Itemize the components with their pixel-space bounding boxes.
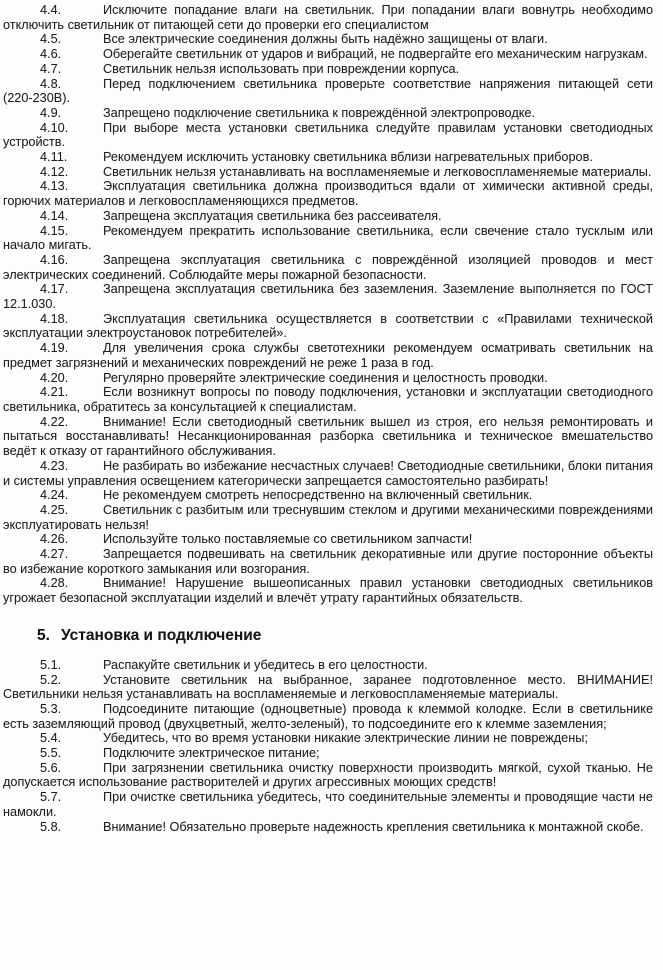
- clause-5-2: [3, 673, 653, 702]
- clause-text: Запрещена эксплуатация светильника без заземления. Заземление выполняется по ГОСТ 12.1.030.: [3, 282, 653, 312]
- clause-number: 4.17.: [40, 282, 69, 297]
- clause-4-15: [3, 224, 653, 253]
- clause-number: 4.6.: [40, 47, 62, 62]
- clause-text: Для увеличения срока службы светотехники рекомендуем осматривать светильник на предмет загрязнений и механических повреждений не реже 1 раза в год.: [3, 341, 653, 370]
- clause-4-20: [3, 371, 653, 386]
- clause-number: 4.10.: [40, 120, 69, 135]
- clause-text: Убедитесь, что во время установки никакие электрические линии не повреждены;: [103, 731, 588, 746]
- clause-number: 4.20.: [40, 370, 69, 385]
- clause-5-6: [3, 761, 653, 790]
- clause-number: 4.13.: [40, 179, 69, 194]
- clause-4-27: [3, 547, 653, 576]
- clause-4-12: [3, 165, 653, 180]
- clause-number: 5.4.: [40, 731, 62, 746]
- clause-text: Перед подключением светильника проверьте соответствие напряжения питающей сети (220-230В).: [3, 76, 653, 106]
- clause-text: Оберегайте светильник от ударов и вибраций, не подвергайте его механическим нагрузкам.: [103, 47, 648, 62]
- clause-4-17: [3, 282, 653, 311]
- clause-text: Запрещается подвешивать на светильник декоративные или другие посторонние объекты во избежание короткого замыкания или возгорания.: [3, 547, 653, 576]
- section-5-heading: [3, 626, 653, 646]
- clause-4-22: [3, 415, 653, 459]
- clause-4-14: [3, 209, 653, 224]
- clause-text: Рекомендуем прекратить использование светильника, если свечение стало тусклым или начало мигать.: [3, 223, 653, 253]
- clause-4-21: [3, 385, 653, 414]
- clause-5-3: [3, 702, 653, 731]
- clause-4-24: [3, 488, 653, 503]
- clause-number: 4.15.: [40, 223, 69, 238]
- clause-text: Все электрические соединения должны быть надёжно защищены от влаги.: [103, 32, 548, 47]
- clause-number: 4.21.: [40, 385, 69, 400]
- clause-text: Внимание! Нарушение вышеописанных правил установки светодиодных светильников угрожает безопасной эксплуатации изделий и влечёт утрату гарантийных обязательств.: [3, 576, 653, 606]
- clause-5-7: [3, 790, 653, 819]
- clause-number: 5.2.: [40, 672, 62, 687]
- clause-4-18: [3, 312, 653, 341]
- clause-number: 4.25.: [40, 502, 69, 517]
- section-number: 5.: [37, 626, 50, 644]
- clause-text: Внимание! Обязательно проверьте надежность крепления светильника к монтажной скобе.: [103, 819, 644, 834]
- clause-4-10: [3, 121, 653, 150]
- clause-number: 4.11.: [40, 150, 68, 165]
- clause-text: Распакуйте светильник и убедитесь в его целостности.: [103, 657, 428, 672]
- clause-number: 5.8.: [40, 819, 62, 834]
- clause-number: 4.5.: [40, 32, 62, 47]
- clause-4-23: [3, 459, 653, 488]
- clause-number: 5.5.: [40, 746, 62, 761]
- clause-text: Используйте только поставляемые со светильником запчасти!: [103, 532, 473, 547]
- clause-text: Не рекомендуем смотреть непосредственно на включенный светильник.: [103, 488, 533, 503]
- clause-text: Внимание! Если светодиодный светильник вышел из строя, его нельзя ремонтировать и пытаться восстанавливать! Несанкционированная разборка светильника и техническое вмешательство ведёт к отказу от гарантийного обслуживания.: [3, 414, 653, 459]
- clause-number: 4.16.: [40, 252, 69, 267]
- clause-4-16: [3, 253, 653, 282]
- clause-5-4: [3, 731, 653, 746]
- clause-4-26: [3, 532, 653, 547]
- clause-number: 4.18.: [40, 311, 69, 326]
- section-4-clauses: [3, 3, 653, 606]
- clause-4-8: [3, 77, 653, 106]
- clause-text: При очистке светильника убедитесь, что соединительные элементы и проводящие части не намокли.: [3, 790, 653, 819]
- clause-text: Если возникнут вопросы по поводу подключения, установки и эксплуатации светодиодного светильника, обратитесь за консультацией к специалистам.: [3, 385, 653, 414]
- clause-text: При выборе места установки светильника следуйте правилам установки светодиодных устройств.: [3, 120, 653, 150]
- clause-text: Эксплуатация светильника должна производиться вдали от химически активной среды, горючих материалов и легковоспламеняющихся предметов.: [3, 179, 653, 209]
- clause-number: 4.24.: [40, 488, 69, 503]
- clause-4-7: [3, 62, 653, 77]
- clause-4-9: [3, 106, 653, 121]
- clause-number: 5.7.: [40, 790, 62, 805]
- clause-text: Светильник нельзя устанавливать на воспламеняемые и легковоспламеняемые материалы.: [103, 164, 652, 179]
- clause-text: При загрязнении светильника очистку поверхности производить мягкой, сухой тканью. Не допускается использование растворителей и других агрессивных моющих средств!: [3, 760, 653, 790]
- clause-number: 4.8.: [40, 76, 62, 91]
- clause-number: 5.6.: [40, 760, 62, 775]
- clause-5-1: [3, 658, 653, 673]
- clause-text: Светильник нельзя использовать при повреждении корпуса.: [103, 61, 460, 76]
- clause-number: 5.3.: [40, 701, 62, 716]
- clause-5-5: [3, 746, 653, 761]
- section-title: Установка и подключение: [61, 626, 262, 644]
- clause-number: 4.4.: [40, 3, 62, 17]
- clause-text: Рекомендуем исключить установку светильника вблизи нагревательных приборов.: [103, 150, 593, 165]
- clause-5-8: [3, 820, 653, 835]
- clause-4-6: [3, 47, 653, 62]
- clause-text: Светильник с разбитым или треснувшим стеклом и другими механическими повреждениями эксплуатировать нельзя!: [3, 502, 653, 532]
- clause-number: 4.22.: [40, 414, 69, 429]
- clause-text: Запрещена эксплуатация светильника без рассеивателя.: [103, 208, 442, 223]
- clause-text: Подключите электрическое питание;: [103, 746, 320, 761]
- clause-number: 4.14.: [40, 208, 69, 223]
- clause-4-25: [3, 503, 653, 532]
- clause-text: Подсоедините питающие (одноцветные) провода к клеммой колодке. Если в светильнике есть заземляющий провод (двухцветный, желто-зеленый), то подсоедините его к клемме заземления;: [3, 701, 653, 731]
- clause-number: 5.1.: [40, 657, 62, 672]
- clause-number: 4.23.: [40, 458, 69, 473]
- clause-text: Исключите попадание влаги на светильник. При попадании влаги вовнутрь необходимо отключить светильник от питающей сети до проверки его специалистом: [3, 3, 653, 32]
- clause-4-13: [3, 179, 653, 208]
- clause-text: Установите светильник на выбранное, заранее подготовленное место. ВНИМАНИЕ! Светильники нельзя устанавливать на воспламеняемые и легковоспламеняемые материалы.: [3, 672, 653, 702]
- clause-text: Не разбирать во избежание несчастных случаев! Светодиодные светильники, блоки питания и системы управления освещением категорически запрещается самостоятельно разбирать!: [3, 458, 653, 488]
- clause-4-19: [3, 341, 653, 370]
- section-5-clauses: [3, 658, 653, 834]
- clause-4-4: [3, 3, 653, 32]
- clause-number: 4.12.: [40, 164, 69, 179]
- clause-number: 4.26.: [40, 532, 69, 547]
- clause-text: Регулярно проверяйте электрические соединения и целостность проводки.: [103, 370, 548, 385]
- clause-4-11: [3, 150, 653, 165]
- clause-number: 4.27.: [40, 547, 69, 562]
- clause-number: 4.19.: [40, 341, 69, 356]
- clause-text: Эксплуатация светильника осуществляется в соответствии с «Правилами технической эксплуатации электроустановок потребителей».: [3, 311, 653, 341]
- clause-number: 4.28.: [40, 576, 69, 591]
- clause-text: Запрещено подключение светильника к повреждённой электропроводке.: [103, 105, 536, 120]
- clause-number: 4.9.: [40, 105, 62, 120]
- clause-text: Запрещена эксплуатация светильника с повреждённой изоляцией проводов и мест электрических соединений. Соблюдайте меры пожарной безопасности.: [3, 252, 653, 282]
- clause-4-5: [3, 32, 653, 47]
- clause-4-28: [3, 576, 653, 605]
- clause-number: 4.7.: [40, 61, 62, 76]
